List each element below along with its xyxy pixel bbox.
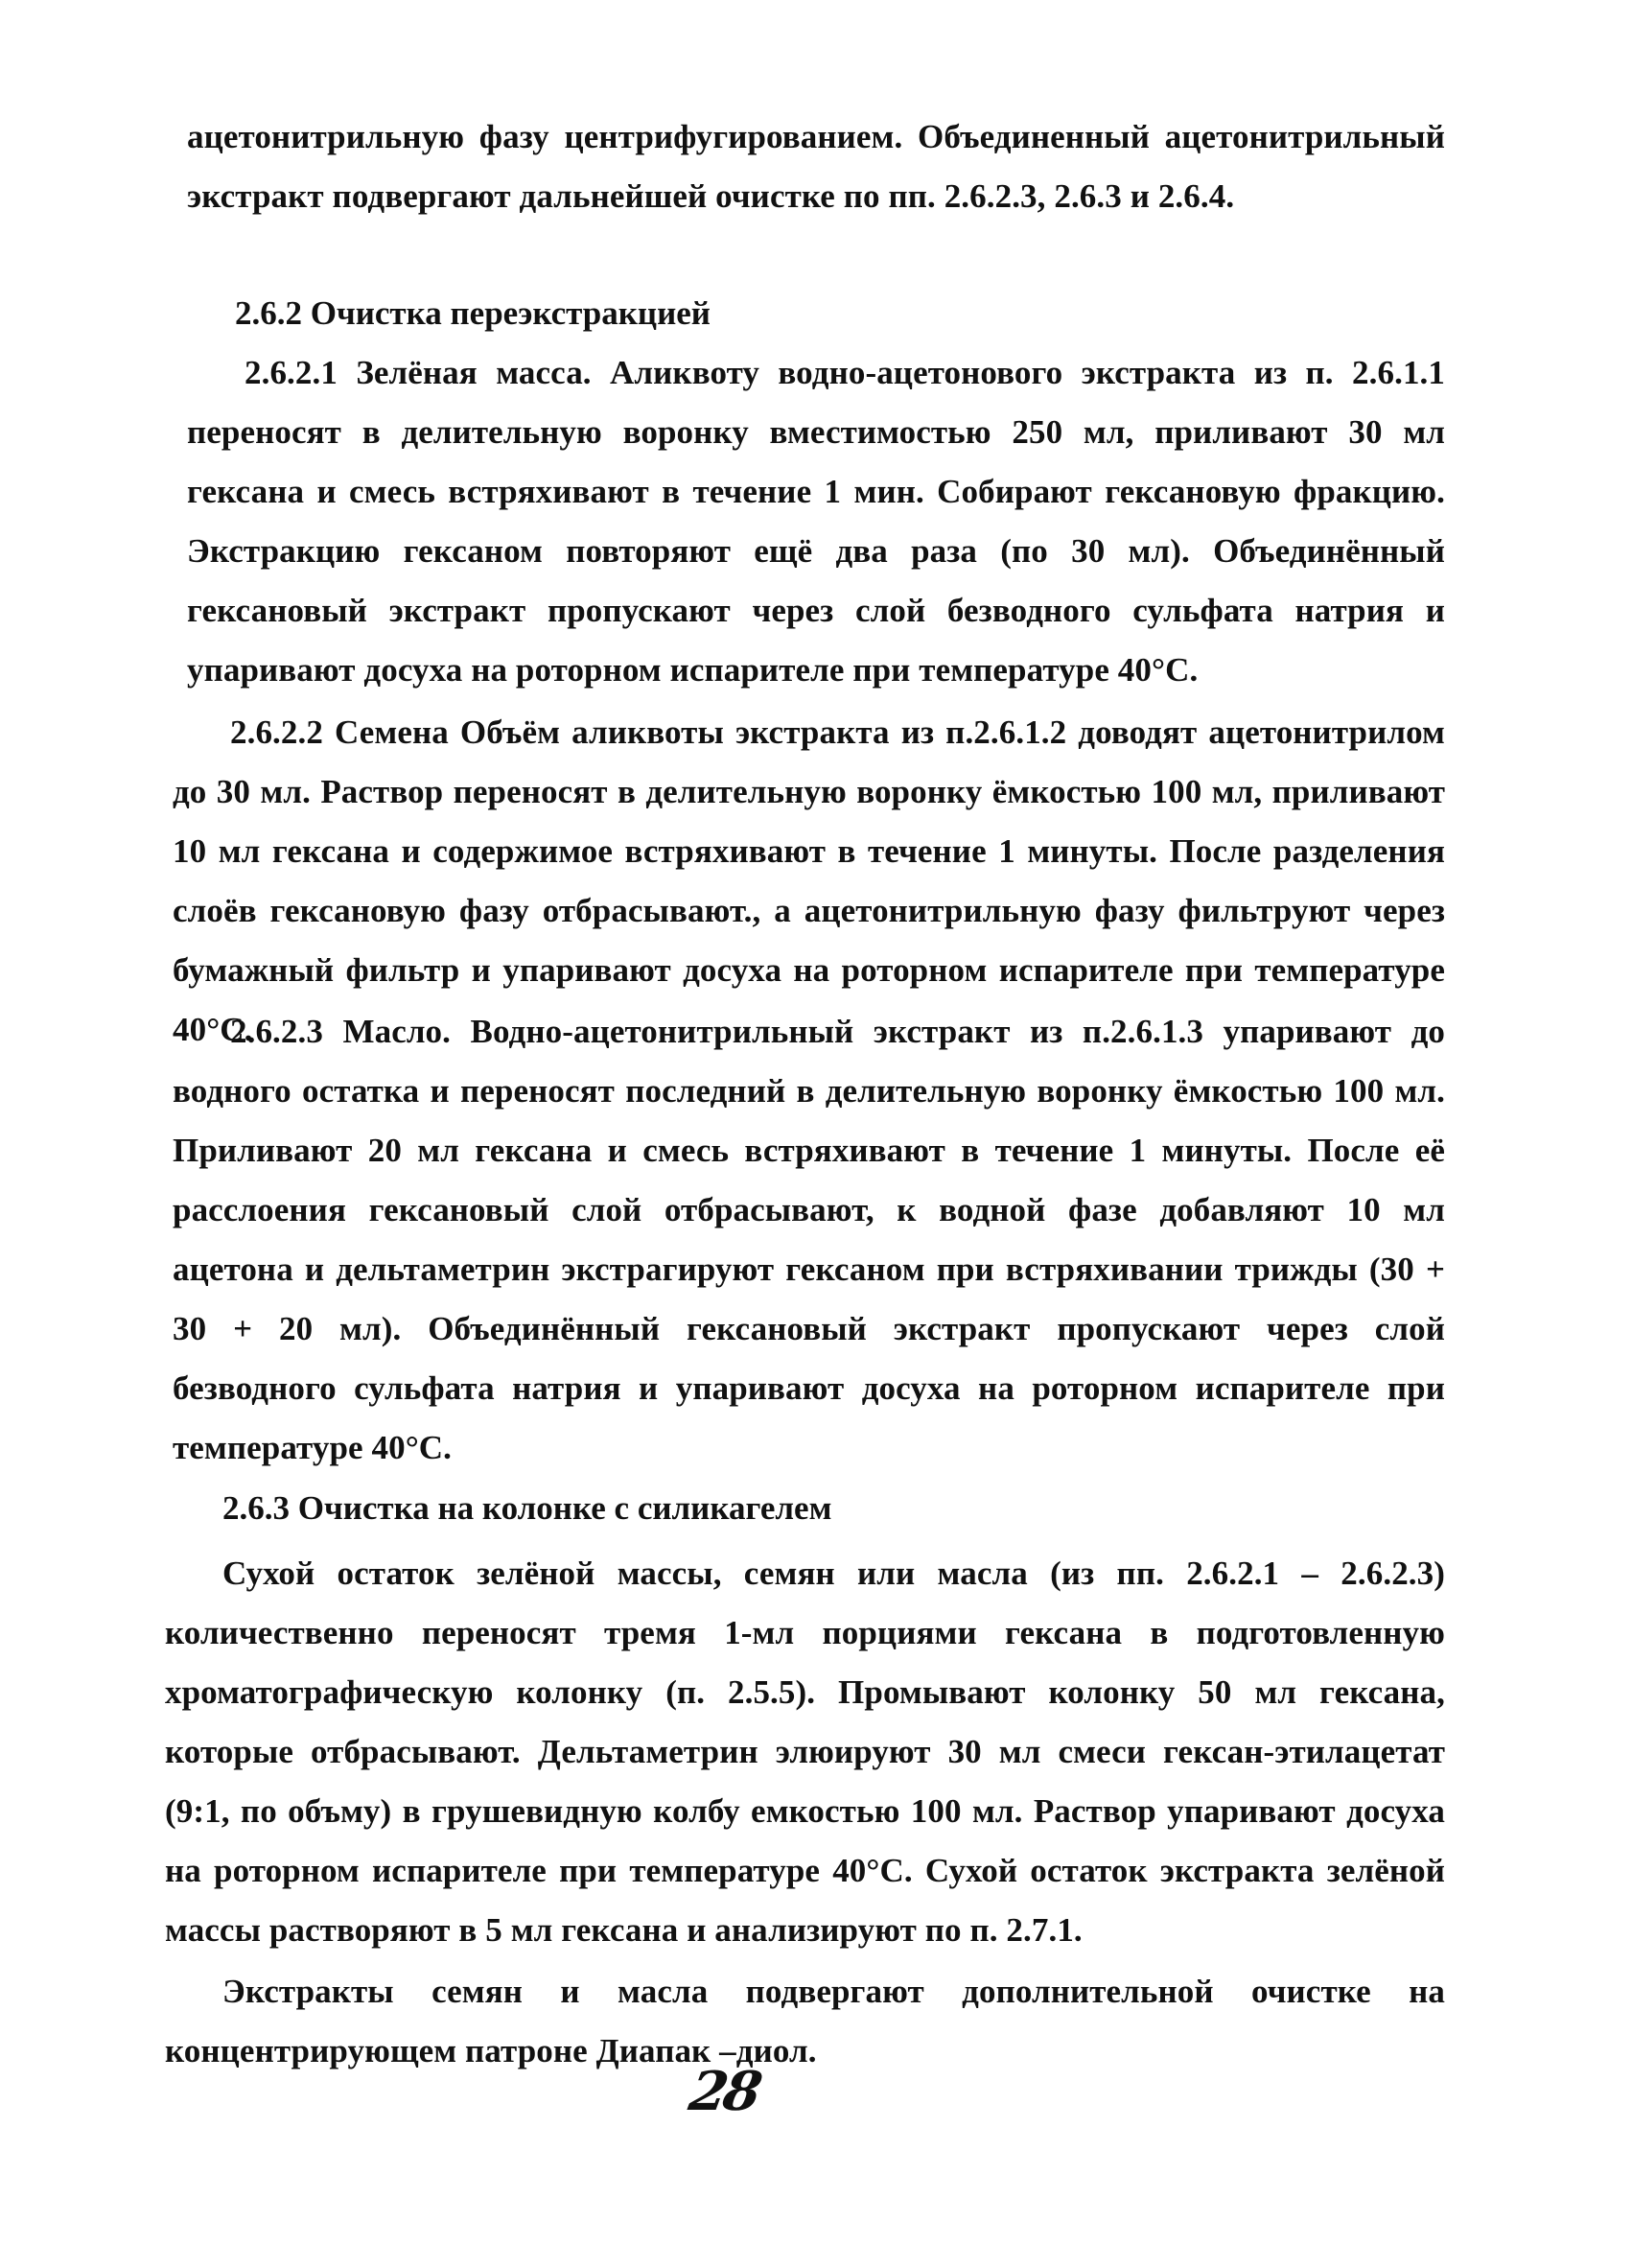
section-2-6-2-heading: 2.6.2 Очистка переэкстракцией [235, 294, 711, 332]
paragraph-2-6-3-2 [165, 1962, 1445, 2081]
paragraph-2-6-3-1-text: Сухой остаток зелёной массы, семян или масла (из пп. 2.6.2.1 – 2.6.2.3) количественно переносят тремя 1-мл порциями гексана в подготовленную хроматографическую колонку (п. 2.5.5). Промывают колонку 50 мл гексана, которые отбрасывают. Дельтаметрин элюируют 30 мл смеси гексан-этилацетат (9:1, по объму) в грушевидную колбу емкостью 100 мл. Раствор упаривают досуха на роторном испарителе при температуре 40°С. Сухой остаток экстракта зелёной массы растворяют в 5 мл гексана и анализируют по п. 2.7.1. [165, 1555, 1445, 1949]
paragraph-2-6-3-1 [165, 1544, 1445, 1960]
section-2-6-3-heading: 2.6.3 Очистка на колонке с силикагелем [222, 1489, 832, 1527]
continuation-text: ацетонитрильную фазу центрифугированием. Объединенный ацетонитрильный экстракт подвергают дальнейшей очистке по пп. 2.6.2.3, 2.6.3 и 2.6.4. [187, 118, 1445, 215]
paragraph-2-6-2-1-text: 2.6.2.1 Зелёная масса. Аликвоту водно-ацетонового экстракта из п. 2.6.1.1 переносят в делительную воронку вместимостью 250 мл, приливают 30 мл гексана и смесь встряхивают в течение 1 мин. Собирают гексановую фракцию. Экстракцию гексаном повторяют ещё два раза (по 30 мл). Объединённый гексановый экстракт пропускают через слой безводного сульфата натрия и упаривают досуха на роторном испарителе при температуре 40°С. [187, 354, 1445, 689]
page-number: 28 [685, 2060, 763, 2123]
paragraph-2-6-3-2-text: Экстракты семян и масла подвергают дополнительной очистке на концентрирующем патроне Диапак –диол. [165, 1973, 1445, 2069]
paragraph-2-6-2-3 [173, 1002, 1445, 1478]
continuation-paragraph [187, 107, 1445, 226]
paragraph-2-6-2-3-text: 2.6.2.3 Масло. Водно-ацетонитрильный экстракт из п.2.6.1.3 упаривают до водного остатка и переносят последний в делительную воронку ёмкостью 100 мл. Приливают 20 мл гексана и смесь встряхивают в течение 1 минуты. После её расслоения гексановый слой отбрасывают, к водной фазе добавляют 10 мл ацетона и дельтаметрин экстрагируют гексаном при встряхивании трижды (30 + 30 + 20 мл). Объединённый гексановый экстракт пропускают через слой безводного сульфата натрия и упаривают досуха на роторном испарителе при температуре 40°С. [173, 1013, 1445, 1466]
paragraph-2-6-2-1 [187, 343, 1445, 700]
paragraph-2-6-2-2-text: 2.6.2.2 Семена Объём аликвоты экстракта из п.2.6.1.2 доводят ацетонитрилом до 30 мл. Раствор переносят в делительную воронку ёмкостью 100 мл, приливают 10 мл гексана и содержимое встряхивают в течение 1 минуты. После разделения слоёв гексановую фазу отбрасывают., а ацетонитрильную фазу фильтруют через бумажный фильтр и упаривают досуха на роторном испарителе при температуре 40°С. [173, 713, 1445, 1048]
